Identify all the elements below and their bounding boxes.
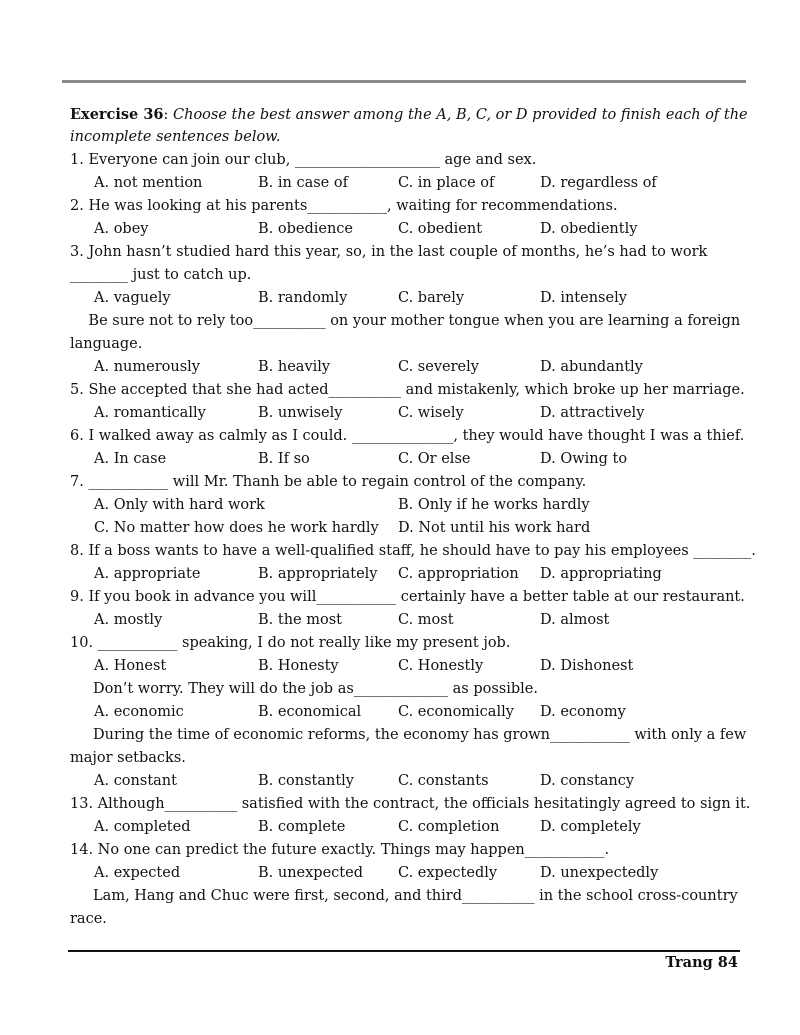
answer-option[interactable]: C. constants bbox=[398, 773, 489, 789]
answer-option[interactable]: B. obedience bbox=[258, 221, 354, 237]
answer-options-row bbox=[70, 494, 740, 517]
answer-option[interactable]: C. appropriation bbox=[398, 566, 519, 582]
answer-option[interactable]: A. Honest bbox=[94, 658, 167, 674]
answer-options-row bbox=[70, 287, 740, 310]
question-text: Lam, Hang and Chuc were first, second, and third__________ in the school cross-country bbox=[70, 888, 738, 904]
answer-option[interactable]: C. Honestly bbox=[398, 658, 484, 674]
answer-option[interactable]: D. obediently bbox=[540, 221, 638, 237]
bottom-divider bbox=[68, 950, 740, 952]
answer-option[interactable]: A. Only with hard work bbox=[94, 497, 265, 513]
answer-option[interactable]: D. abundantly bbox=[540, 359, 643, 375]
question-text: Be sure not to rely too__________ on your mother tongue when you are learning a foreign bbox=[70, 313, 741, 329]
answer-options-row bbox=[70, 655, 740, 678]
question-text: 1. Everyone can join our club, ____________________ age and sex. bbox=[70, 152, 537, 168]
exercise-instruction-line-1: Choose the best answer among the A, B, C, or D provided to finish each of the bbox=[173, 107, 748, 123]
answer-option[interactable]: B. complete bbox=[258, 819, 346, 835]
question-item bbox=[70, 839, 740, 885]
answer-option[interactable]: D. constancy bbox=[540, 773, 635, 789]
exercise-instruction-line-2: incomplete sentences below. bbox=[70, 129, 281, 145]
answer-options-row bbox=[70, 218, 740, 241]
answer-option[interactable]: B. heavily bbox=[258, 359, 331, 375]
question-item bbox=[70, 310, 740, 379]
question-item bbox=[70, 540, 756, 586]
question-item bbox=[70, 885, 740, 931]
question-list bbox=[70, 149, 756, 931]
answer-option[interactable]: B. unexpected bbox=[258, 865, 363, 881]
answer-option[interactable]: B. randomly bbox=[258, 290, 348, 306]
answer-option[interactable]: B. Only if he works hardly bbox=[398, 497, 590, 513]
answer-options-row bbox=[70, 402, 740, 425]
answer-option[interactable]: D. unexpectedly bbox=[540, 865, 659, 881]
question-text: 3. John hasn’t studied hard this year, so, in the last couple of months, he’s had to work bbox=[70, 244, 708, 260]
answer-option[interactable]: A. appropriate bbox=[94, 566, 201, 582]
answer-option[interactable]: D. intensely bbox=[540, 290, 627, 306]
answer-option[interactable]: A. economic bbox=[94, 704, 184, 720]
answer-options-row bbox=[70, 356, 740, 379]
answer-options-row bbox=[70, 816, 740, 839]
answer-option[interactable]: A. In case bbox=[94, 451, 167, 467]
answer-option[interactable]: B. the most bbox=[258, 612, 342, 628]
answer-option[interactable]: A. numerously bbox=[94, 359, 200, 375]
question-text: ________ just to catch up. bbox=[70, 267, 252, 283]
answer-options-row bbox=[70, 701, 740, 724]
answer-option[interactable]: B. unwisely bbox=[258, 405, 343, 421]
answer-option[interactable]: D. regardless of bbox=[540, 175, 657, 191]
answer-option[interactable]: D. economy bbox=[540, 704, 626, 720]
answer-options-row bbox=[70, 609, 740, 632]
answer-option[interactable]: D. almost bbox=[540, 612, 610, 628]
answer-option[interactable]: C. most bbox=[398, 612, 454, 628]
question-text: 9. If you book in advance you will___________ certainly have a better table at our restaurant. bbox=[70, 589, 745, 605]
question-text: major setbacks. bbox=[70, 750, 186, 766]
top-divider bbox=[62, 80, 746, 83]
answer-option[interactable]: C. obedient bbox=[398, 221, 483, 237]
question-item bbox=[70, 586, 745, 632]
answer-option[interactable]: D. Owing to bbox=[540, 451, 628, 467]
answer-option[interactable]: D. attractively bbox=[540, 405, 645, 421]
answer-option[interactable]: C. expectedly bbox=[398, 865, 498, 881]
answer-option[interactable]: A. constant bbox=[94, 773, 177, 789]
answer-option[interactable]: A. not mention bbox=[94, 175, 203, 191]
question-text: 14. No one can predict the future exactly. Things may happen___________. bbox=[70, 842, 610, 858]
question-item bbox=[70, 632, 740, 678]
question-text: 10. ___________ speaking, I do not really like my present job. bbox=[70, 635, 511, 651]
answer-option[interactable]: D. appropriating bbox=[540, 566, 662, 582]
answer-option[interactable]: D. Dishonest bbox=[540, 658, 634, 674]
answer-option[interactable]: C. in place of bbox=[398, 175, 495, 191]
question-text: language. bbox=[70, 336, 143, 352]
question-item bbox=[70, 425, 745, 471]
answer-option[interactable]: D. Not until his work hard bbox=[398, 520, 591, 536]
answer-option[interactable]: C. Or else bbox=[398, 451, 471, 467]
answer-option[interactable]: B. If so bbox=[258, 451, 310, 467]
title-separator: : bbox=[163, 107, 174, 123]
answer-options-row bbox=[70, 172, 740, 195]
answer-option[interactable]: C. barely bbox=[398, 290, 465, 306]
question-text: 2. He was looking at his parents___________, waiting for recommendations. bbox=[70, 198, 618, 214]
answer-option[interactable]: A. vaguely bbox=[94, 290, 171, 306]
answer-options-row bbox=[70, 448, 740, 471]
answer-option[interactable]: A. completed bbox=[94, 819, 191, 835]
answer-option[interactable]: A. obey bbox=[94, 221, 149, 237]
answer-option[interactable]: A. mostly bbox=[94, 612, 163, 628]
exercise-title: Exercise 36 bbox=[70, 106, 164, 123]
answer-option[interactable]: B. constantly bbox=[258, 773, 354, 789]
exercise-content bbox=[70, 103, 756, 931]
question-item bbox=[70, 678, 740, 724]
answer-option[interactable]: A. romantically bbox=[94, 405, 206, 421]
question-item bbox=[70, 793, 751, 839]
answer-options-row bbox=[70, 563, 740, 586]
question-item bbox=[70, 724, 747, 793]
answer-option[interactable]: C. severely bbox=[398, 359, 479, 375]
question-item bbox=[70, 379, 745, 425]
answer-option[interactable]: C. No matter how does he work hardly bbox=[94, 520, 379, 536]
answer-option[interactable]: B. in case of bbox=[258, 175, 348, 191]
question-text: 6. I walked away as calmly as I could. ______________, they would have thought I was a thief. bbox=[70, 428, 745, 444]
answer-options-row bbox=[70, 770, 740, 793]
answer-option[interactable]: D. completely bbox=[540, 819, 641, 835]
question-text: 8. If a boss wants to have a well-qualified staff, he should have to pay his employees ________. bbox=[70, 543, 756, 559]
question-item bbox=[70, 471, 740, 540]
answer-options-row bbox=[70, 517, 740, 540]
exercise-header bbox=[70, 103, 748, 126]
answer-option[interactable]: C. completion bbox=[398, 819, 500, 835]
question-item bbox=[70, 195, 740, 241]
answer-option[interactable]: A. expected bbox=[94, 865, 181, 881]
answer-option[interactable]: C. wisely bbox=[398, 405, 464, 421]
answer-option[interactable]: B. economical bbox=[258, 704, 362, 720]
page-number: Trang 84 bbox=[665, 954, 738, 971]
question-item bbox=[70, 149, 740, 195]
question-text: 13. Although__________ satisfied with the contract, the officials hesitatingly agreed to sign it. bbox=[70, 796, 751, 812]
question-item bbox=[70, 241, 740, 310]
question-text: race. bbox=[70, 911, 107, 927]
question-text: 7. ___________ will Mr. Thanh be able to regain control of the company. bbox=[70, 474, 587, 490]
answer-option[interactable]: C. economically bbox=[398, 704, 514, 720]
question-text: Don’t worry. They will do the job as_____________ as possible. bbox=[70, 681, 538, 697]
answer-option[interactable]: B. appropriately bbox=[258, 566, 378, 582]
question-text: During the time of economic reforms, the economy has grown___________ with only a few bbox=[70, 727, 747, 743]
answer-options-row bbox=[70, 862, 740, 885]
question-text: 5. She accepted that she had acted__________ and mistakenly, which broke up her marriage. bbox=[70, 382, 745, 398]
answer-option[interactable]: B. Honesty bbox=[258, 658, 339, 674]
